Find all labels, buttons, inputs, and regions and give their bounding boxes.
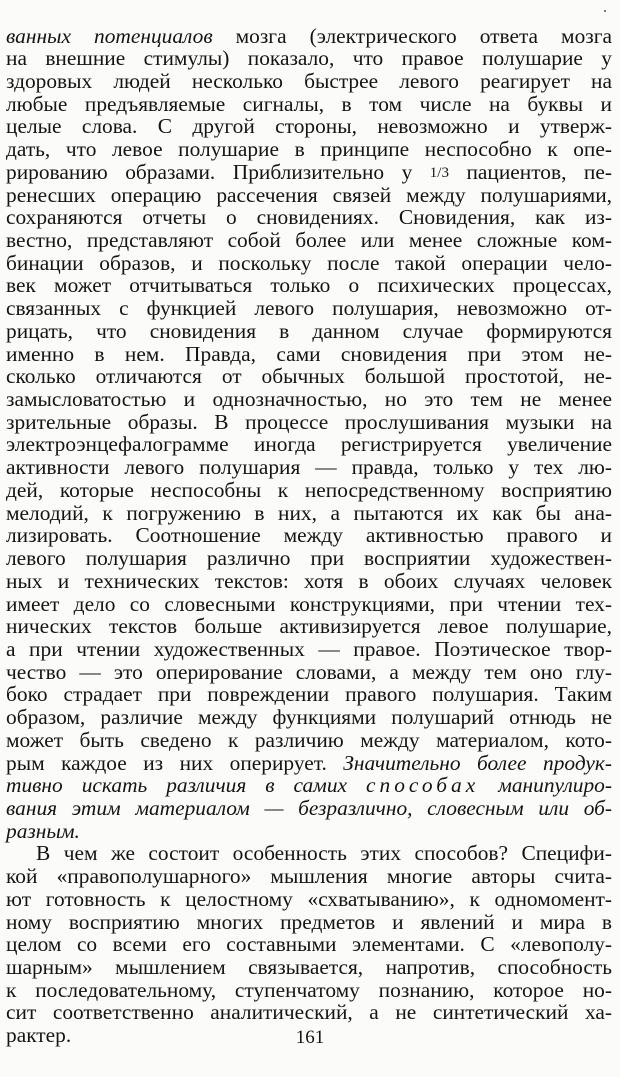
text-run: сит соответственно аналитический, а не синтетический ха- <box>6 1000 612 1025</box>
text-run: рым каждое из них оперирует. <box>6 750 344 775</box>
text-run: чество — это оперирование словами, а между тем оно глу- <box>6 659 612 684</box>
text-run: здоровых людей несколько быстрее левого реагирует на <box>6 68 612 93</box>
text-run: разным. <box>6 818 80 843</box>
text-run: мозга (электрического ответа мозга <box>212 23 612 48</box>
text-run: связанных с функцией левого полушария, невозможно от- <box>6 296 612 321</box>
print-speck <box>604 10 606 12</box>
text-run: любые предъявляемые сигналы, в том числе на буквы и <box>6 91 612 116</box>
text-run: дей, которые неспособны к непосредственному восприятию <box>6 477 612 502</box>
text-run: рактер. <box>6 1023 72 1048</box>
text-run: пациентов, пе- <box>448 159 612 184</box>
text-run: а при чтении художественных — правое. Поэтическое твор- <box>6 636 612 661</box>
text-run: электроэнцефалограмме иногда регистрируется увеличение <box>6 432 612 457</box>
text-run: целые слова. С другой стороны, невозможно и утверж- <box>6 114 612 139</box>
text-run: В чем же состоит особенность этих способов? Специфи- <box>36 841 612 866</box>
text-run: способах <box>366 773 480 798</box>
text-run: может быть сведено к различию между материалом, кото- <box>6 727 612 752</box>
text-run: целом со всеми его составными элементами. С «левополу- <box>6 932 612 957</box>
text-run: образом, различие между функциями полушарий отнюдь не <box>6 705 612 730</box>
text-run: замысловатостью и однозначностью, но это тем не менее <box>6 387 612 412</box>
text-run: именно в нем. Правда, сами сновидения при этом не- <box>6 341 612 366</box>
text-run: на внешние стимулы) показало, что правое полушарие у <box>6 46 612 71</box>
text-run: левого полушария различно при восприятии художествен- <box>6 546 612 571</box>
text-run: век может отчитываться только о психических процессах, <box>6 273 612 298</box>
text-run: ному восприятию многих предметов и явлений и мира в <box>6 909 612 934</box>
text-run: кой «правополушарного» мышления многие авторы счита- <box>6 864 612 889</box>
text-run: сохраняются отчеты о сновидениях. Сновидения, как из- <box>6 205 612 230</box>
text-run: сколько отличаются от обычных большой простотой, не- <box>6 364 612 389</box>
text-run: лизировать. Соотношение между активностью правого и <box>6 523 612 548</box>
text-run: ренесших операцию рассечения связей между полушариями, <box>6 182 612 207</box>
text-run: рированию образами. Приблизительно у <box>6 159 430 184</box>
text-run: ных и технических текстов: хотя в обоих случаях человек <box>6 568 612 593</box>
page-number: 161 <box>295 1027 325 1048</box>
text-run: боко страдает при повреждении правого полушария. Таким <box>6 682 612 707</box>
text-run: имеет дело со словесными конструкциями, при чтении тех- <box>6 591 612 616</box>
text-run: тивно искать различия в самих <box>6 773 366 798</box>
text-run: ванных потенциалов <box>6 23 213 48</box>
text-run: вания этим материалом — безразлично, словесным или об- <box>6 795 612 820</box>
text-run: дать, что левое полушарие в принципе неспособно к опе- <box>6 137 612 162</box>
text-run: вестно, представляют собой более или менее сложные ком- <box>6 227 612 252</box>
text-run: зрительные образы. В процессе прослушивания музыки на <box>6 409 612 434</box>
fraction: 1/3 <box>429 164 449 181</box>
text-run: рицать, что сновидения в данном случае формируются <box>6 318 612 343</box>
text-run: активности левого полушария — правда, только у тех лю- <box>6 455 612 480</box>
text-run: бинации образов, и поскольку после такой операции чело- <box>6 250 612 275</box>
text-run: шарным» мышлением связывается, напротив, способность <box>6 955 612 980</box>
text-run: нических текстов больше активизируется левое полушарие, <box>6 614 612 639</box>
text-run: ют готовность к целостному «схватыванию», к одномомент- <box>6 886 612 911</box>
text-run: манипулиро- <box>479 773 613 798</box>
text-run: мелодий, к погружению в них, а пытаются их как бы ана- <box>6 500 612 525</box>
text-run: Значительно более продук- <box>343 750 612 775</box>
text-run: к последовательному, ступенчатому познанию, которое но- <box>6 977 612 1002</box>
